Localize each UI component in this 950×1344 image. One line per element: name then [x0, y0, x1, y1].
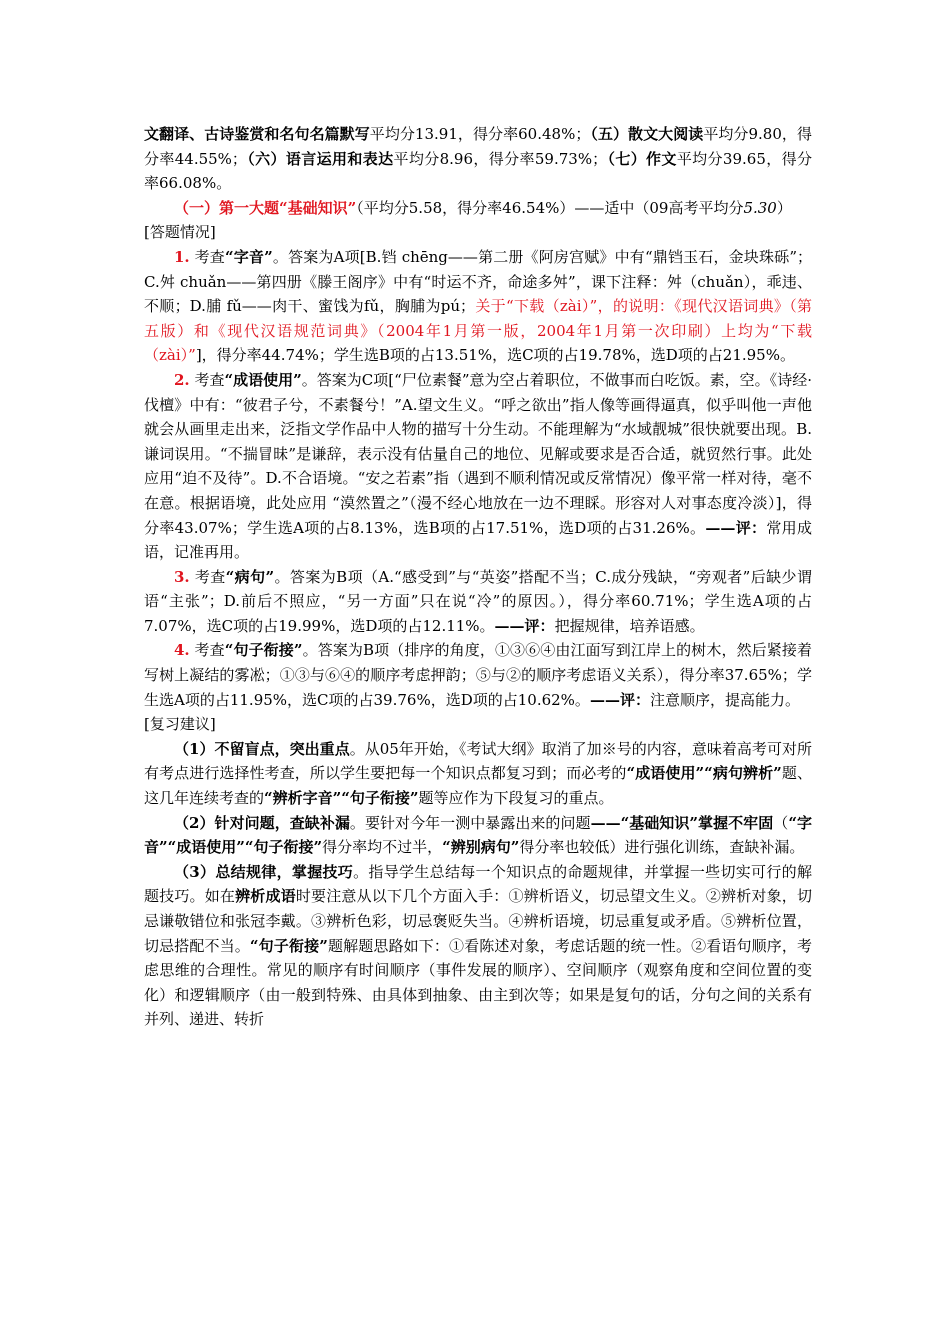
- item-body: 。答案为C项[“尸位素餐”意为空占着职位，不做事而白吃饭。素，空。《诗经·伐檀》中有：“彼君子兮，不素餐兮！”A.望文生义。“呼之欲出”指人像等画得逼真，似乎叫他一声他就会从画里走出来，泛指文学作品中人物的描写十分生动。不能理解为“水域靓城”很快就要出现。B.谦词误用。“不揣冒昧”是谦辞，表示没有估量自己的地位、见解或要求是否合适，就贸然行事。此处应用“迫不及待”。D.不合语境。“安之若素”指（遇到不顺利情况或反常情况）像平常一样对待，毫不在意。根据语境，此处应用 “漠然置之”（漫不经心地放在一边不理睬。形容对人对事态度冷淡）]，得分率43.07%；学生选A项的占8.13%，选B项的占17.51%，选D项的占31.26%。: [144, 370, 812, 537]
- item-eval-text: 把握规律，培养语感。: [554, 616, 705, 635]
- intro-part-label: （七）作文: [607, 149, 677, 168]
- review-emphasis: “辨别病句”: [442, 838, 520, 857]
- review-emphasis: 辨析成语: [235, 887, 296, 906]
- review-text: 题解题思路如下：①看陈述对象，考虑话题的统一性。②看语句顺序，考虑思维的合理性。常见的顺序有时间顺序（事件发展的顺序）、空间顺序（观察角度和空间位置的变化）和逻辑顺序（由一般到特殊、由具体到抽象、由主到次等；如果是复句的话，分句之间的关系有并列、递进、转折: [144, 936, 812, 1029]
- answer-item-2: [144, 368, 812, 565]
- item-body: 。答案为B项（排序的角度，①③⑥④由江面写到江岸上的树木，然后紧接着写树上凝结的雾凇；①③与⑥④的顺序考虑押韵；⑤与②的顺序考虑语义关系），得分率37.65%；学生选A项的占11.95%，选C项的占39.76%，选D项的占10.62%。: [144, 641, 812, 709]
- review-emphasis: “句子衔接”: [249, 936, 328, 955]
- item-topic: “成语使用”: [224, 370, 302, 389]
- answer-item-1: [144, 245, 812, 368]
- item-body: 。答案为A项[B.铛 chēng——第二册《阿房宫赋》中有“鼎铛玉石，金块珠砾”；C.舛 chuǎn——第四册《滕王阁序》中有“时运不齐，命途多舛”，课下注释：舛（chuǎn），乖违、不顺；D.脯 fǔ——肉干、蜜饯为fǔ，胸脯为pú；: [144, 247, 812, 316]
- review-suggestion-3: [144, 860, 812, 1032]
- section1-title: [144, 196, 812, 221]
- review-suggestion-1: [144, 737, 812, 811]
- review-emphasis: “辨析字音”“句子衔接”: [264, 789, 419, 808]
- review-text: 得分率也较低）进行强化训练，查缺补漏。: [519, 838, 805, 857]
- item-number: 2.: [174, 370, 190, 389]
- item-number: 1.: [174, 247, 190, 266]
- section1-title-label: （一）第一大题“基础知识”: [174, 198, 357, 217]
- item-prefix: 考查: [194, 641, 225, 660]
- intro-part-score: 平均分39.65，得分率66.08%。: [144, 149, 812, 193]
- item-eval-label: ——评：: [705, 518, 767, 537]
- review-text: 得分率均不过半，: [322, 838, 443, 857]
- review-text: 。从05年开始，《考试大纲》取消了加※号的内容，意味着高考可对所有考点进行选择性考查，所以学生要把每一个知识点都复习到；而必考的: [144, 739, 812, 783]
- item-prefix: 考查: [194, 247, 225, 266]
- item-prefix: 考查: [194, 370, 225, 389]
- intro-part-label: （五）散文大阅读: [590, 125, 704, 143]
- review-text: 。要针对今年一测中暴露出来的问题: [349, 813, 591, 832]
- document-page: [144, 122, 812, 1032]
- item-body: 。答案为B项（A.“感受到”与“英姿”搭配不当；C.成分残缺，“旁观者”后缺少谓语“主张”；D.前后不照应，“另一方面”只在说“冷”的原因。），得分率60.71%；学生选A项的占7.07%，选C项的占19.99%，选D项的占12.11%。: [144, 567, 812, 635]
- item-number: 3.: [174, 567, 190, 586]
- section1-title-prev-score: 5.30: [743, 198, 777, 217]
- review-text: 。指导学生总结每一个知识点的命题规律，并掌握一些切实可行的解题技巧。如在: [144, 862, 812, 906]
- review-suggestion-2: [144, 811, 812, 860]
- item-topic: “病句”: [225, 567, 275, 586]
- intro-part-score: 平均分8.96，得分率59.73%；: [393, 149, 608, 168]
- intro-paragraph: [144, 122, 812, 196]
- review-emphasis: “字音”“成语使用”“句子衔接”: [144, 813, 812, 857]
- item-topic: “字音”: [224, 247, 273, 266]
- answer-item-3: [144, 565, 812, 639]
- review-emphasis: “成语使用”“病句辨析”: [626, 764, 782, 783]
- answer-item-4: [144, 638, 812, 712]
- review-lead: （3）总结规律，掌握技巧: [174, 862, 354, 881]
- review-text: 题、这几年连续考查的: [144, 764, 812, 808]
- section1-title-stats: （平均分5.58，得分率46.54%）——适中（09高考平均分: [356, 198, 744, 217]
- answer-heading: [答题情况]: [144, 223, 216, 242]
- intro-part-label: 文翻译、古诗鉴赏和名句名篇默写: [144, 125, 370, 143]
- review-text: 题等应作为下段复习的重点。: [418, 789, 614, 808]
- review-text: 时要注意从以下几个方面入手：①辨析语义，切忌望文生义。②辨析对象，切忌谦敬错位和张冠李戴。③辨析色彩，切忌褒贬失当。④辨析语境，切忌重复或矛盾。⑤辨析位置，切忌搭配不当。: [144, 887, 812, 955]
- intro-part-label: （六）语言运用和表达: [246, 149, 394, 168]
- item-tail: ]，得分率44.74%；学生选B项的占13.51%，选C项的占19.78%，选D项的占21.95%。: [195, 346, 795, 365]
- intro-part-score: 平均分9.80，得分率44.55%；: [144, 125, 812, 168]
- review-heading: [复习建议]: [144, 715, 216, 734]
- item-eval-text: 常用成语，记准再用。: [144, 518, 812, 562]
- intro-part-score: 平均分13.91，得分率60.48%；: [369, 125, 591, 143]
- item-note-red: 关于“下载（zài）”，的说明：《现代汉语词典》（第五版）和《现代汉语规范词典》（2004年1月第一版，2004年1月第一次印刷）上均为“下载（zài）”: [144, 297, 813, 365]
- item-prefix: 考查: [194, 567, 226, 586]
- item-eval-text: 注意顺序，提高能力。: [649, 690, 800, 709]
- item-number: 4.: [174, 641, 190, 660]
- item-eval-label: ——评：: [589, 690, 650, 709]
- review-text: （: [773, 813, 789, 832]
- item-topic: “句子衔接”: [224, 641, 303, 660]
- section1-title-end: ）: [776, 198, 792, 217]
- review-lead: （1）不留盲点，突出重点: [174, 739, 350, 758]
- review-lead: （2）针对问题，查缺补漏: [174, 813, 350, 832]
- review-emphasis: ——“基础知识”掌握不牢固: [590, 813, 774, 832]
- item-eval-label: ——评：: [494, 616, 555, 635]
